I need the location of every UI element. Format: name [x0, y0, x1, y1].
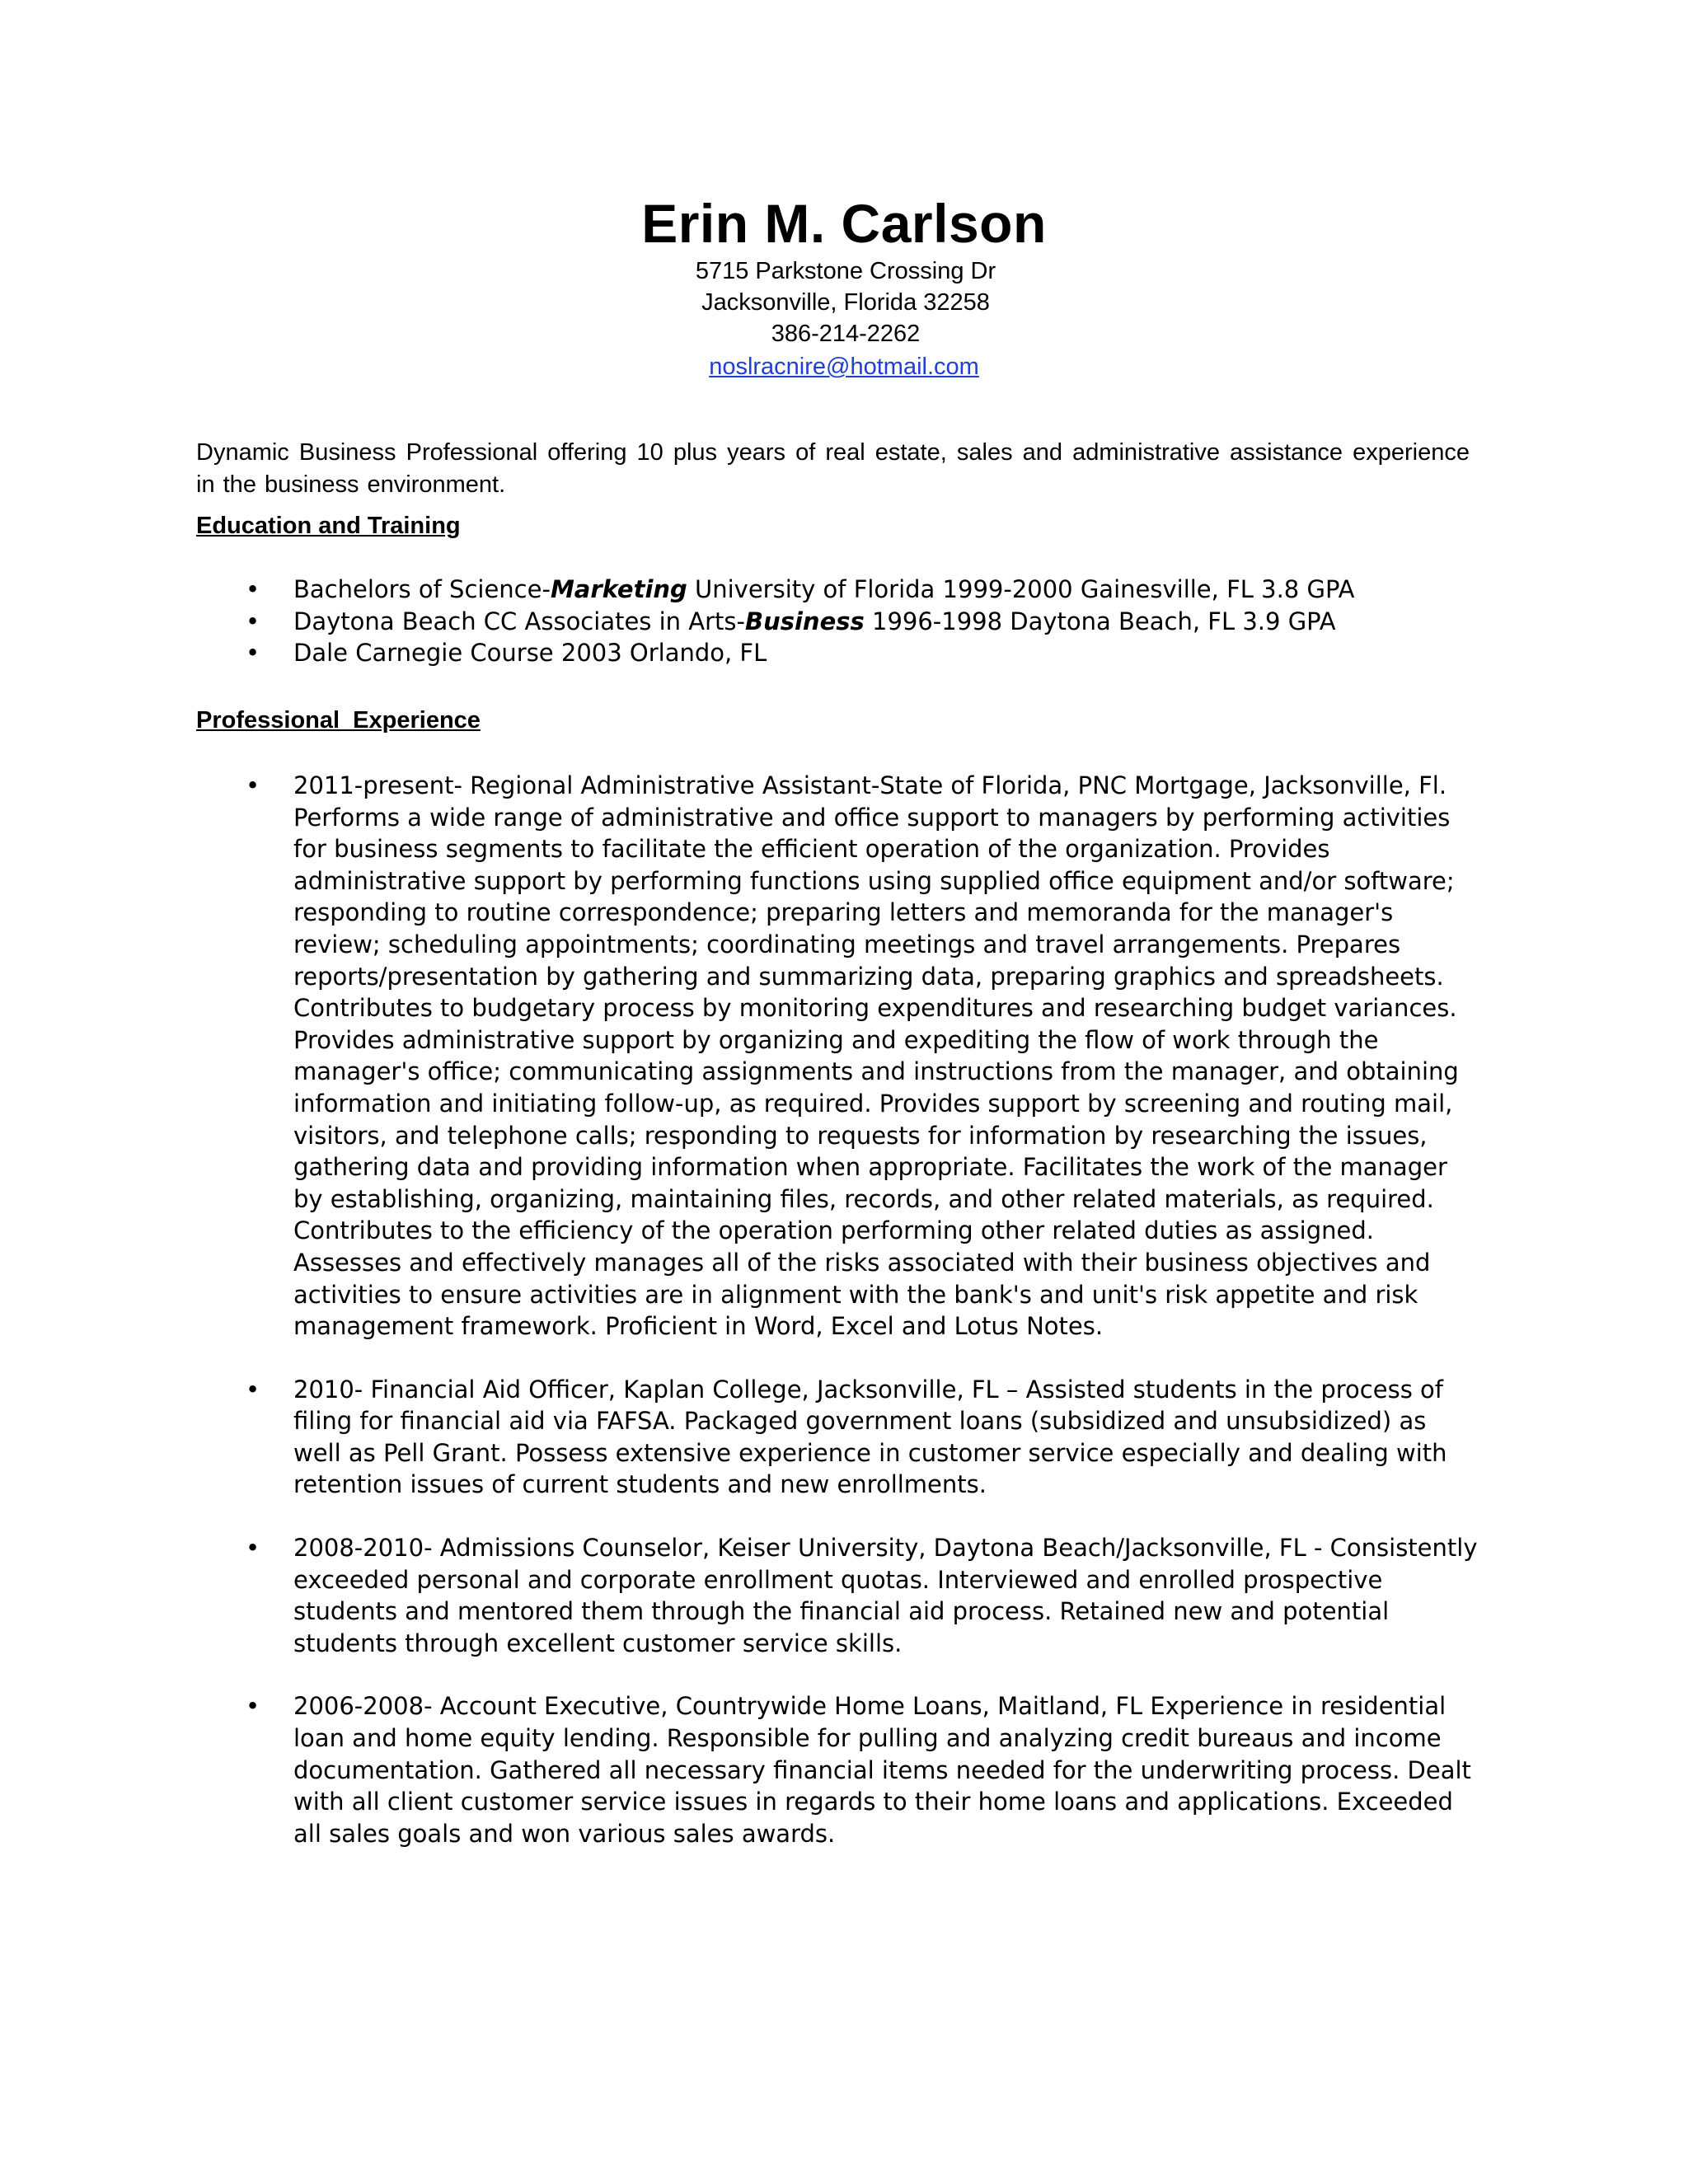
contact-header [0, 191, 1688, 382]
education-item-major: Marketing [550, 575, 687, 603]
education-heading: Education and Training [196, 513, 461, 539]
education-item-text: Bachelors of Science- [293, 575, 551, 603]
bullet-icon: • [246, 1375, 260, 1404]
list-item [196, 606, 1478, 638]
bullet-icon: • [246, 771, 260, 799]
experience-item-text: 2006-2008- Account Executive, Countrywide Home Loans, Maitland, FL Experience in residential loan and home equity lending. Responsible for pulling and analyzing credit bureaus and income documentation. Gathered all necessary financial items needed for the underwriting process. Dealt with all client customer service issues in regards to their home loans and applications. Exceeded all sales goals and won various sales awards. [293, 1692, 1471, 1848]
education-item-details: 1996-1998 Daytona Beach, FL 3.9 GPA [864, 607, 1336, 635]
education-item-major: Business [744, 607, 865, 635]
phone-number: 386-214-2262 [771, 321, 921, 347]
list-item [196, 574, 1478, 606]
bullet-icon: • [246, 639, 260, 668]
email-link[interactable]: noslracnire@hotmail.com [709, 354, 979, 380]
experience-item-text: 2008-2010- Admissions Counselor, Keiser University, Daytona Beach/Jacksonville, FL - Consistently exceeded personal and corporate enrollment quotas. Interviewed and enrolled prospective students and mentored them through the financial aid process. Retained new and potential students through excellent customer service skills. [293, 1534, 1478, 1657]
list-item [196, 637, 1478, 669]
list-item [196, 1690, 1478, 1849]
experience-heading: Professional Experience [196, 707, 481, 733]
bullet-icon: • [246, 1692, 260, 1721]
experience-item-text: 2011-present- Regional Administrative Assistant-State of Florida, PNC Mortgage, Jacksonville, Fl. Performs a wide range of administrative and office support to managers by performing activities for business segments to facilitate the efficient operation of the organization. Provides administrative support by performing functions using supplied office equipment and/or software; responding to routine correspondence; preparing letters and memoranda for the manager's review; scheduling appointments; coordinating meetings and travel arrangements. Prepares reports/presentation by gathering and summarizing data, preparing graphics and spreadsheets. Contributes to budgetary process by monitoring expenditures and researching budget variances. Provides administrative support by organizing and expediting the flow of work through the manager's office; communicating assignments and instructions from the manager, and obtaining information and initiating follow-up, as required. Provides support by screening and routing mail, visitors, and telephone calls; responding to requests for information by researching the issues, gathering data and providing information when appropriate. Facilitates the work of the manager by establishing, organizing, maintaining files, records, and other related materials, as required. Contributes to the efficiency of the operation performing other related duties as assigned. Assesses and effectively manages all of the risks associated with their business objectives and activities to ensure activities are in alignment with the bank's and unit's risk appetite and risk management framework. Proficient in Word, Excel and Lotus Notes. [293, 771, 1459, 1341]
bullet-icon: • [246, 575, 260, 603]
experience-item-text: 2010- Financial Aid Officer, Kaplan College, Jacksonville, FL – Assisted students in the process of filing for financial aid via FAFSA. Packaged government loans (subsidized and unsubsidized) as well as Pell Grant. Possess extensive experience in customer service especially and dealing with retention issues of current students and new enrollments. [293, 1375, 1447, 1499]
list-item [196, 1532, 1478, 1659]
professional-summary: Dynamic Business Professional offering 10 plus years of real estate, sales and administrative assistance experience in the business environment. [196, 439, 1470, 498]
bullet-icon: • [246, 1534, 260, 1563]
list-item [196, 770, 1478, 1343]
list-item [196, 1374, 1478, 1501]
applicant-name: Erin M. Carlson [641, 193, 1047, 254]
city-state-zip: Jacksonville, Florida 32258 [701, 289, 990, 316]
experience-list [196, 770, 1478, 1881]
education-item-details: University of Florida 1999-2000 Gainesville, FL 3.8 GPA [687, 575, 1355, 603]
bullet-icon: • [246, 607, 260, 635]
street-address: 5715 Parkstone Crossing Dr [695, 258, 996, 284]
education-item-text: Daytona Beach CC Associates in Arts- [293, 607, 745, 635]
education-list [196, 574, 1478, 669]
education-item-text: Dale Carnegie Course 2003 Orlando, FL [293, 639, 767, 668]
